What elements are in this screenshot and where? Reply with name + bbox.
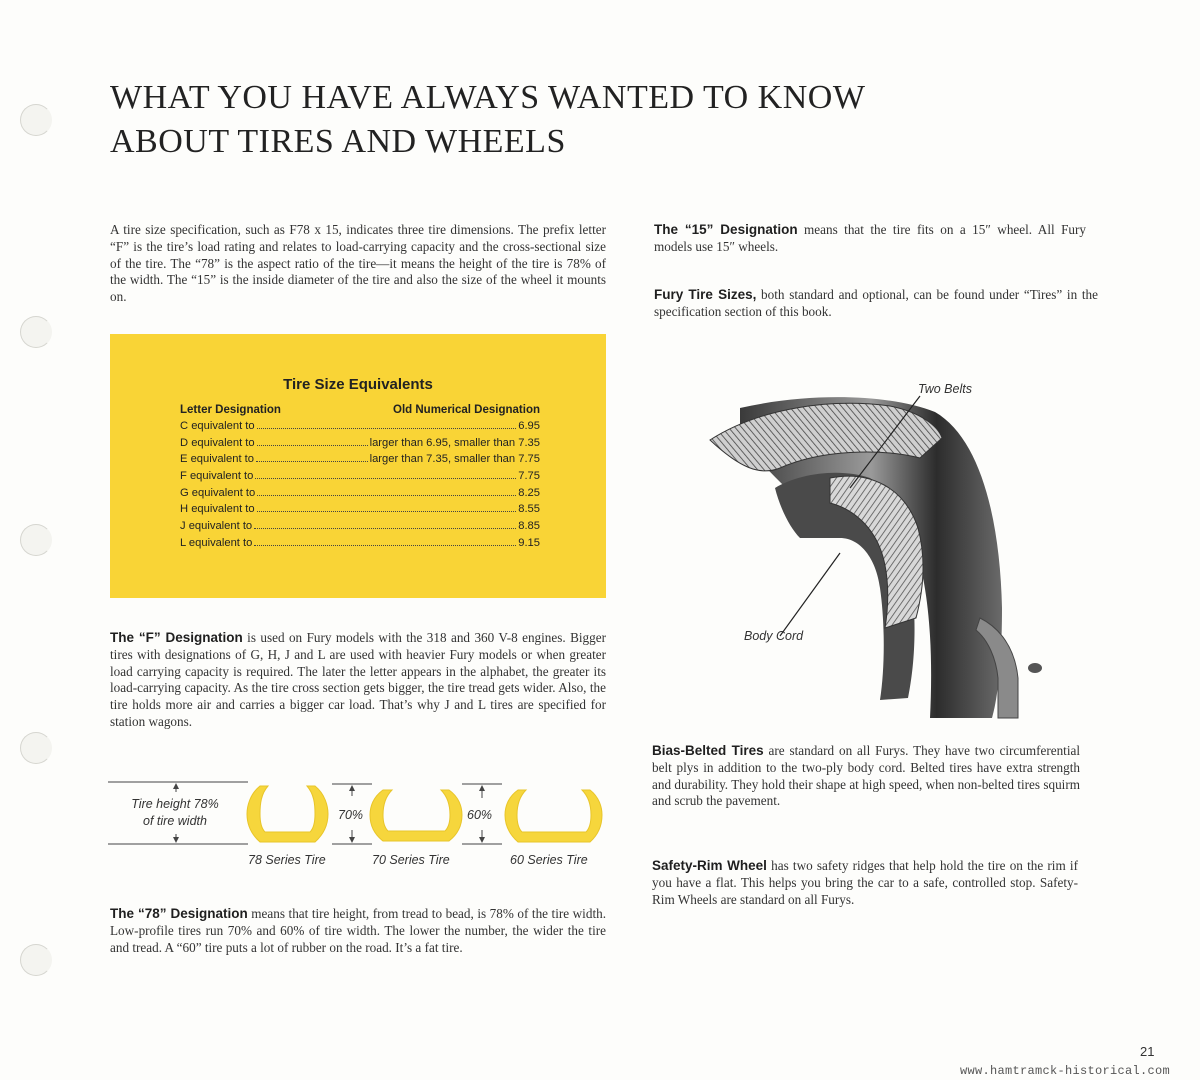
- tire-height-label-2: of tire width: [143, 814, 207, 828]
- leader-dots: [255, 478, 516, 479]
- table-rows: [180, 420, 540, 554]
- binder-hole: [20, 316, 52, 348]
- col-letter-header: Letter Designation: [180, 404, 281, 416]
- row-value: 6.95: [518, 420, 540, 432]
- leader-dots: [257, 511, 517, 512]
- safety-rim-paragraph: [652, 858, 1078, 908]
- table-row: [180, 487, 540, 504]
- tire-size-table: [110, 334, 606, 598]
- f-designation-paragraph: [110, 630, 606, 731]
- leader-dots: [256, 461, 368, 462]
- row-value: larger than 7.35, smaller than 7.75: [369, 453, 540, 466]
- row-letter: F equivalent to: [180, 470, 254, 483]
- 78-designation-lead: The “78” Designation: [110, 906, 248, 921]
- title-line-2: ABOUT TIRES AND WHEELS: [110, 123, 566, 160]
- f-designation-lead: The “F” Designation: [110, 630, 243, 645]
- bias-belted-lead: Bias-Belted Tires: [652, 743, 764, 758]
- 15-designation-paragraph: [654, 222, 1086, 256]
- table-row: [180, 537, 540, 554]
- table-row: [180, 453, 540, 470]
- f-designation-text: is used on Fury models with the 318 and 360 V-8 engines. Bigger tires with designations of G, H, J and L are used with heavier Fury models or when greater load carrying capacity is required. The later the letter appears in the alphabet, the greater its load-carrying capacity. As the tire cross section gets bigger, the tire tread gets wider. Also, the tire holds more air and carries a bigger car load. That’s why J and L tires are specified for station wagons.: [110, 630, 606, 729]
- percent-60-label: 60%: [467, 808, 493, 822]
- 15-designation-lead: The “15” Designation: [654, 222, 798, 237]
- bias-belted-text: are standard on all Furys. They have two circumferential belt plys in addition to the two-ply body cord. Belted tires have extra strength and durability. They hold their shape at high speed, when non-belted tires squirm and scrub the pavement.: [652, 743, 1081, 809]
- row-value: 8.85: [518, 520, 540, 533]
- row-value: larger than 6.95, smaller than 7.35: [369, 436, 540, 449]
- 78-designation-paragraph: [110, 906, 606, 956]
- bias-belted-paragraph: [652, 743, 1080, 810]
- fury-tire-sizes-lead: Fury Tire Sizes,: [654, 287, 757, 302]
- leader-dots: [257, 445, 368, 446]
- row-letter: L equivalent to: [180, 536, 253, 549]
- tire-height-label: [110, 796, 240, 830]
- leader-dots: [254, 545, 516, 546]
- 15-designation-text: means that the tire fits on a 15″ wheel. All Fury models use 15″ wheels.: [654, 222, 1086, 254]
- row-letter: G equivalent to: [180, 486, 256, 499]
- two-belts-label: Two Belts: [918, 382, 972, 396]
- 78-designation-text: means that tire height, from tread to bead, is 78% of the tire width. Low-profile tires run 70% and 60% of tire width. The lower the number, the wider the tire and tread. A “60” tire puts a lot of rubber on the road. It’s a fat tire.: [110, 906, 606, 955]
- row-letter: E equivalent to: [180, 453, 255, 466]
- table-header: [180, 404, 540, 416]
- series-60-label: 60 Series Tire: [510, 853, 588, 867]
- tire-60-profile: [505, 790, 602, 842]
- fury-tire-sizes-paragraph: [654, 287, 1098, 321]
- leader-dots: [257, 495, 516, 496]
- row-letter: J equivalent to: [180, 520, 253, 533]
- binder-hole: [20, 104, 52, 136]
- col-numeric-header: Old Numerical Designation: [393, 404, 540, 416]
- row-letter: D equivalent to: [180, 436, 255, 449]
- table-title: Tire Size Equivalents: [283, 376, 433, 393]
- row-letter: C equivalent to: [180, 420, 255, 432]
- series-78-label: 78 Series Tire: [248, 853, 326, 867]
- body-cord-label: Body Cord: [744, 629, 804, 643]
- tire-cutaway-illustration: [680, 378, 1100, 723]
- leader-dots: [254, 528, 516, 529]
- title-line-1: WHAT YOU HAVE ALWAYS WANTED TO KNOW: [110, 79, 866, 116]
- table-row: [180, 437, 540, 454]
- row-value: 8.25: [518, 486, 540, 499]
- row-value: 8.55: [518, 503, 540, 516]
- tire-70-profile: [370, 790, 462, 841]
- row-value: 7.75: [518, 470, 540, 483]
- tire-78-profile: [247, 786, 328, 842]
- table-row: [180, 520, 540, 537]
- page-title: [110, 76, 1010, 164]
- page-number: 21: [1140, 1044, 1155, 1059]
- table-row: [180, 470, 540, 487]
- safety-rim-lead: Safety-Rim Wheel: [652, 858, 767, 873]
- binder-hole: [20, 732, 52, 764]
- intro-paragraph: A tire size specification, such as F78 x 15, indicates three tire dimensions. The prefix letter “F” is the tire’s load rating and relates to load-carrying capacity and the cross-sectional size of the tire. The “78” is the aspect ratio of the tire—it means the height of the tire is 78% of the width. The “15” is the inside diameter of the tire and also the size of the wheel it mounts on.: [110, 222, 606, 305]
- watermark-text: www.hamtramck-historical.com: [960, 1064, 1171, 1078]
- safety-rim-text: has two safety ridges that help hold the tire on the rim if you have a flat. This helps you bring the car to a safe, controlled stop. Safety-Rim Wheels are standard on all Furys.: [652, 858, 1078, 907]
- binder-hole: [20, 944, 52, 976]
- percent-70-label: 70%: [338, 808, 364, 822]
- table-row: [180, 420, 540, 437]
- row-value: 9.15: [518, 536, 540, 549]
- fury-tire-sizes-text: both standard and optional, can be found under “Tires” in the specification section of this book.: [654, 287, 1098, 319]
- row-letter: H equivalent to: [180, 503, 255, 516]
- leader-dots: [257, 428, 517, 429]
- table-row: [180, 503, 540, 520]
- series-70-label: 70 Series Tire: [372, 853, 450, 867]
- tire-height-label-1: Tire height 78%: [131, 797, 219, 811]
- binder-hole: [20, 524, 52, 556]
